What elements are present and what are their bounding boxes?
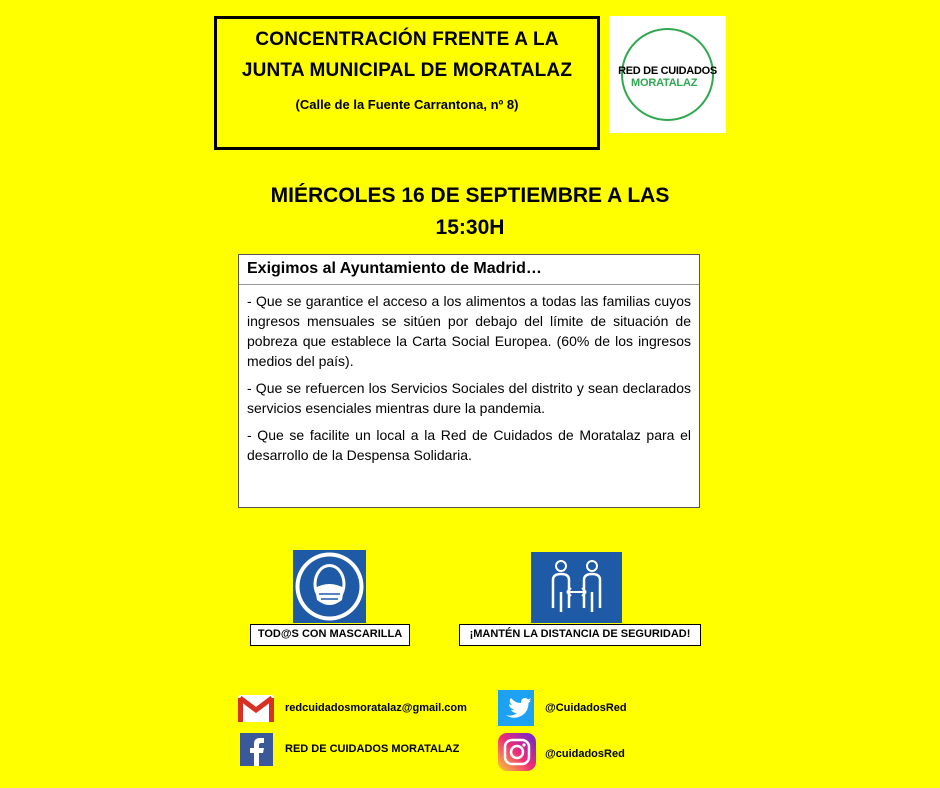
- social-distance-icon: [531, 552, 622, 623]
- date-line-1: MIÉRCOLES 16 DE SEPTIEMBRE A LAS: [270, 184, 670, 207]
- facebook-icon[interactable]: [240, 733, 273, 766]
- mask-sign-label: TOD@S CON MASCARILLA: [250, 624, 410, 646]
- gmail-icon[interactable]: [238, 695, 274, 722]
- event-date: [200, 180, 740, 244]
- demand-item: - Que se facilite un local a la Red de Cuidados de Moratalaz para el desarrollo de la Despensa Solidaria.: [247, 427, 691, 463]
- demands-box: [238, 254, 700, 508]
- instagram-handle[interactable]: @cuidadosRed: [545, 748, 625, 760]
- title-box: [214, 16, 600, 150]
- email-link[interactable]: redcuidadosmoratalaz@gmail.com: [285, 702, 467, 714]
- demands-heading: Exigimos al Ayuntamiento de Madrid…: [247, 260, 542, 277]
- twitter-icon[interactable]: [498, 690, 534, 726]
- title-line-1: CONCENTRACIÓN FRENTE A LA: [255, 29, 559, 50]
- divider: [239, 284, 699, 285]
- date-line-2: 15:30H: [435, 216, 505, 239]
- twitter-handle[interactable]: @CuidadosRed: [545, 702, 627, 714]
- red-de-cuidados-logo: [609, 16, 726, 133]
- demand-item: - Que se refuercen los Servicios Sociales del distrito y sean declarados servicios esenciales mientras dure la pandemia.: [247, 380, 691, 416]
- distance-sign-label: ¡MANTÉN LA DISTANCIA DE SEGURIDAD!: [459, 624, 701, 646]
- instagram-icon[interactable]: [498, 733, 536, 771]
- facebook-link[interactable]: RED DE CUIDADOS MORATALAZ: [285, 743, 460, 755]
- logo-line-1: RED DE CUIDADOS: [618, 65, 717, 77]
- address: (Calle de la Fuente Carrantona, nº 8): [295, 97, 519, 112]
- logo-line-2: MORATALAZ: [631, 77, 698, 89]
- demand-item: - Que se garantice el acceso a los alimentos a todas las familias cuyos ingresos mensuales se sitúen por debajo del límite de situación de pobreza que establece la Carta Social Europea. (60% de los ingresos medios del país).: [247, 293, 691, 369]
- face-mask-icon: [293, 550, 366, 623]
- title-line-2: JUNTA MUNICIPAL DE MORATALAZ: [241, 60, 573, 81]
